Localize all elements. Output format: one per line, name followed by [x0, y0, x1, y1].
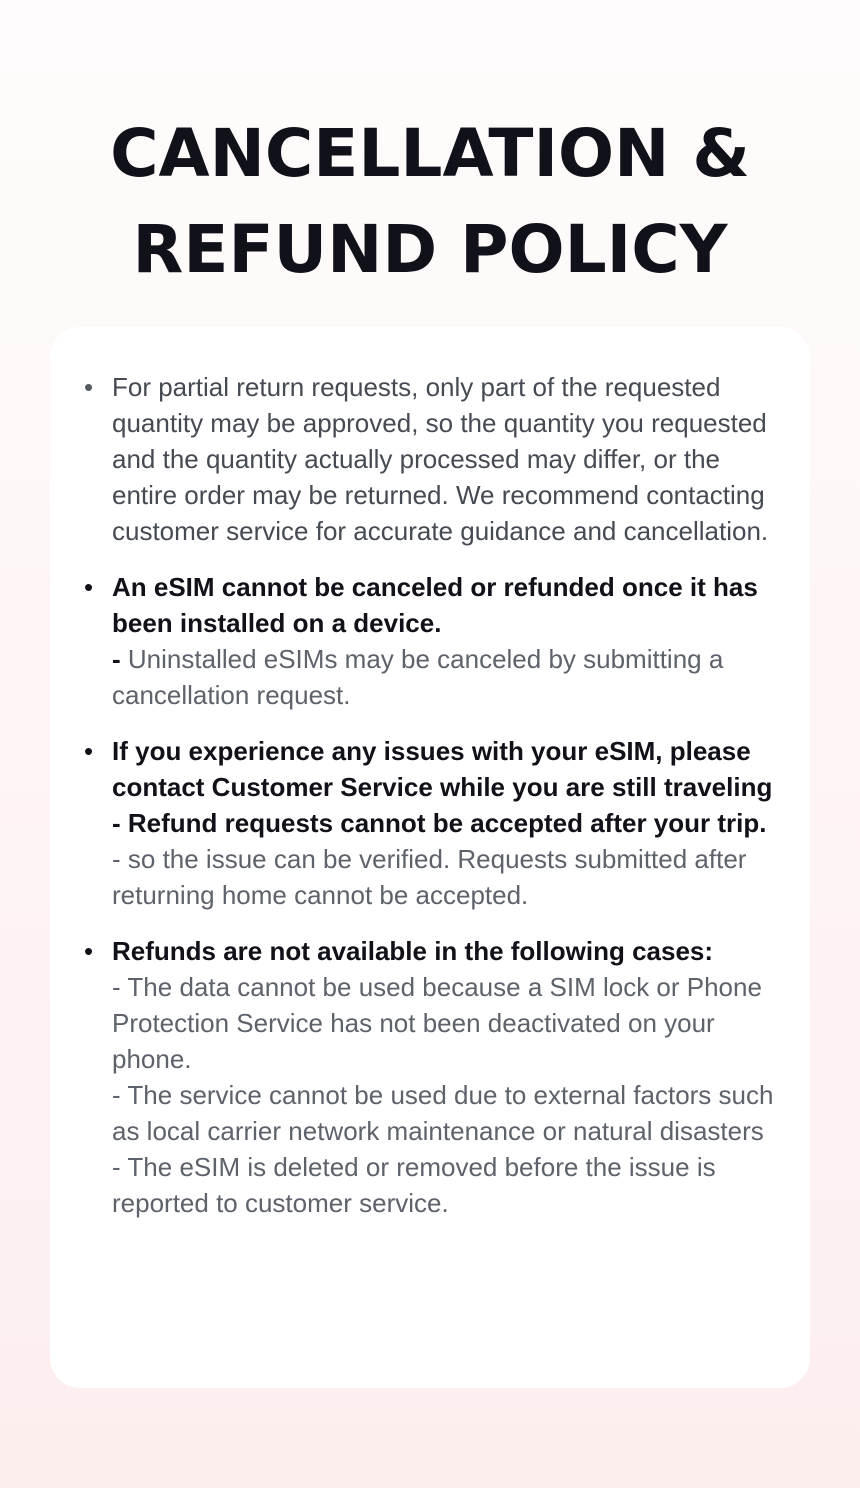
policy-item-installed-esim — [84, 569, 782, 713]
page-title-line-1: CANCELLATION & — [110, 115, 750, 192]
policy-card — [50, 327, 810, 1388]
policy-case-sim-lock: - The data cannot be used because a SIM lock or Phone Protection Service has not been deactivated on your phone. — [112, 972, 762, 1074]
policy-item-partial-return — [84, 369, 782, 549]
policy-heading: If you experience any issues with your eSIM, please contact Customer Service while you are still traveling - Refund requests cannot be accepted after your trip. — [112, 736, 773, 838]
policy-heading: Refunds are not available in the following cases: — [112, 936, 714, 966]
policy-list — [84, 369, 782, 1221]
page-title — [0, 106, 860, 298]
policy-subtext — [112, 641, 782, 713]
policy-item-no-refund-cases — [84, 933, 782, 1221]
policy-item-issues-while-traveling — [84, 733, 782, 913]
policy-subtext-body: Uninstalled eSIMs may be canceled by submitting a cancellation request. — [112, 644, 724, 710]
page-title-line-2: REFUND POLICY — [132, 211, 728, 288]
policy-case-external-factors: - The service cannot be used due to external factors such as local carrier network maintenance or natural disasters — [112, 1080, 774, 1146]
policy-heading: An eSIM cannot be canceled or refunded once it has been installed on a device. — [112, 572, 758, 638]
policy-text: For partial return requests, only part of the requested quantity may be approved, so the quantity you requested and the quantity actually processed may differ, or the entire order may be returned. We recommend contacting customer service for accurate guidance and cancellation. — [112, 372, 769, 546]
policy-case-esim-deleted: - The eSIM is deleted or removed before the issue is reported to customer service. — [112, 1152, 716, 1218]
policy-subtext: - so the issue can be verified. Requests submitted after returning home cannot be accepted. — [112, 844, 747, 910]
bullet-icon: • — [84, 372, 94, 402]
bullet-icon: • — [84, 572, 94, 602]
bullet-icon: • — [84, 936, 94, 966]
dash-marker: - — [112, 644, 121, 674]
bullet-icon: • — [84, 736, 94, 766]
